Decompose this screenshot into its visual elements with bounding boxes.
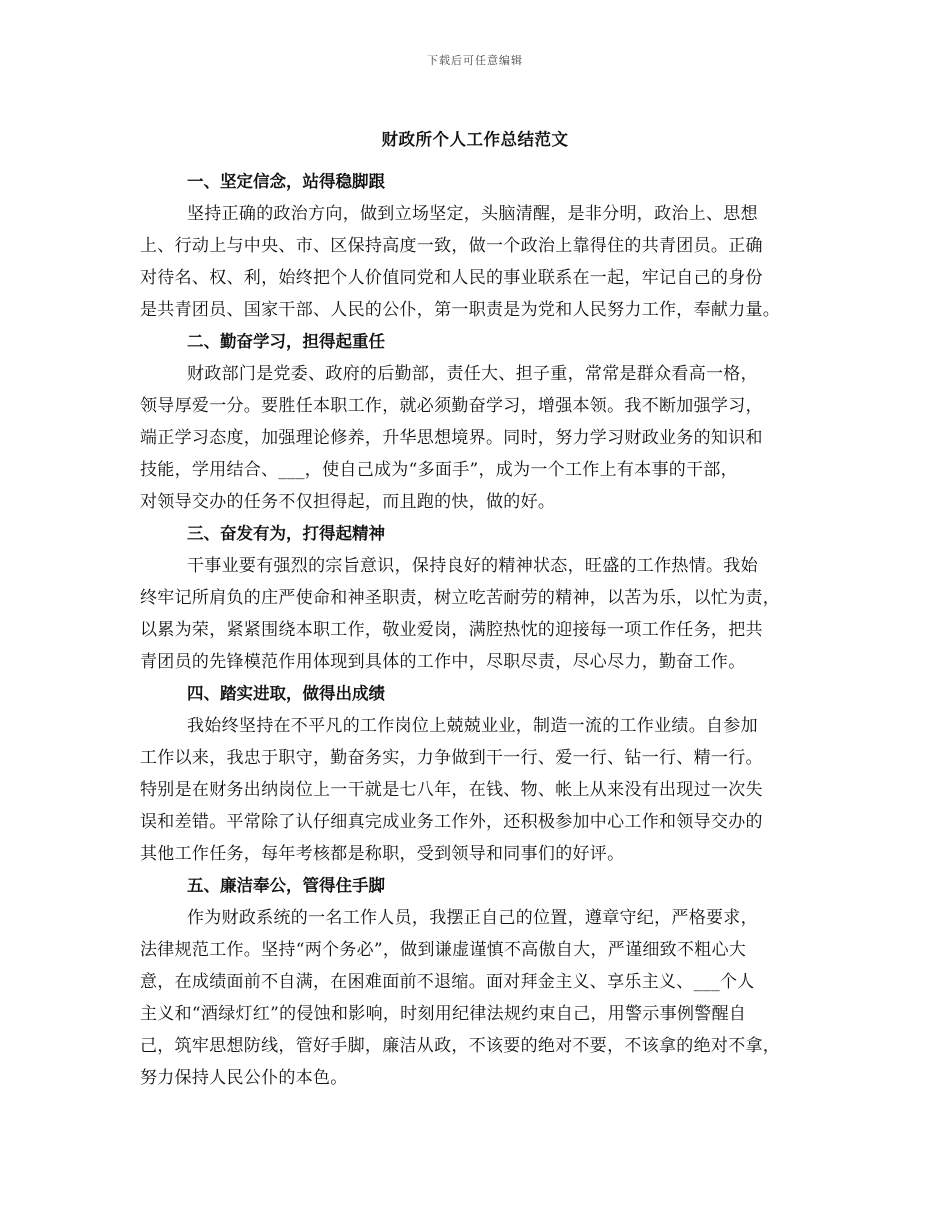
section-heading: 一、坚定信念，站得稳脚跟: [187, 172, 385, 191]
page-header: 下载后可任意编辑: [427, 54, 523, 67]
section-5: [140, 870, 825, 1094]
section-2: [140, 326, 825, 518]
text-line: 法律规范工作。坚持“两个务必”，做到谦虚谨慎不高傲自大，严谨细致不粗心大: [140, 940, 747, 960]
text-line: 对领导交办的任务不仅担得起，而且跑的快，做的好。: [140, 492, 556, 512]
paragraph: [140, 710, 825, 870]
paragraph: [140, 902, 825, 1094]
text-line: 意，在成绩面前不自满，在困难面前不退缩。面对拜金主义、享乐主义、___个人: [140, 972, 755, 992]
paragraph: [140, 198, 825, 326]
section-heading: 五、廉洁奉公，管得住手脚: [187, 876, 385, 895]
text-line: 技能，学用结合、___，使自己成为“多面手”，成为一个工作上有本事的干部，: [140, 460, 738, 480]
document-title: 财政所个人工作总结范文: [381, 130, 569, 149]
text-line: 终牢记所肩负的庄严使命和神圣职责，树立吃苦耐劳的精神，以苦为乐，以忙为责，: [140, 588, 781, 608]
text-line: 以累为荣，紧紧围绕本职工作，敬业爱岗，满腔热忱的迎接每一项工作任务，把共: [140, 620, 763, 640]
text-line: 财政部门是党委、政府的后勤部，责任大、担子重，常常是群众看高一格，: [187, 364, 758, 384]
text-line: 上、行动上与中央、市、区保持高度一致，做一个政治上靠得住的共青团员。正确: [140, 236, 763, 256]
text-line: 干事业要有强烈的宗旨意识，保持良好的精神状态，旺盛的工作热情。我始: [187, 556, 758, 576]
section-1: [140, 166, 825, 326]
text-line: 对待名、权、利，始终把个人价值同党和人民的事业联系在一起，牢记自己的身份: [140, 268, 763, 288]
text-line: 努力保持人民公仆的本色。: [140, 1068, 348, 1088]
section-heading: 四、踏实进取，做得出成绩: [187, 684, 385, 703]
text-line: 误和差错。平常除了认仔细真完成业务工作外，还积极参加中心工作和领导交办的: [140, 812, 763, 832]
text-line: 特别是在财务出纳岗位上一干就是七八年，在钱、物、帐上从来没有出现过一次失: [140, 780, 763, 800]
section-heading: 三、奋发有为，打得起精神: [187, 524, 385, 543]
document-body: [140, 166, 825, 1094]
text-line: 工作以来，我忠于职守，勤奋务实，力争做到干一行、爱一行、钻一行、精一行。: [140, 748, 763, 768]
section-heading: 二、勤奋学习，担得起重任: [187, 332, 385, 351]
text-line: 作为财政系统的一名工作人员，我摆正自己的位置，遵章守纪，严格要求，: [187, 908, 758, 928]
text-line: 己，筑牢思想防线，管好手脚，廉洁从政，不该要的绝对不要，不该拿的绝对不拿，: [140, 1036, 781, 1056]
text-line: 端正学习态度，加强理论修养，升华思想境界。同时，努力学习财政业务的知识和: [140, 428, 763, 448]
text-line: 主义和“酒绿灯红”的侵蚀和影响，时刻用纪律法规约束自己，用警示事例警醒自: [140, 1004, 747, 1024]
text-line: 我始终坚持在不平凡的工作岗位上兢兢业业，制造一流的工作业绩。自参加: [187, 716, 758, 736]
paragraph: [140, 358, 825, 518]
text-line: 坚持正确的政治方向，做到立场坚定，头脑清醒，是非分明，政治上、思想: [187, 204, 758, 224]
text-line: 其他工作任务，每年考核都是称职，受到领导和同事们的好评。: [140, 844, 625, 864]
text-line: 青团员的先锋模范作用体现到具体的工作中，尽职尽责，尽心尽力，勤奋工作。: [140, 652, 746, 672]
section-3: [140, 518, 825, 678]
text-line: 是共青团员、国家干部、人民的公仆，第一职责是为党和人民努力工作，奉献力量。: [140, 300, 781, 320]
text-line: 领导厚爱一分。要胜任本职工作，就必须勤奋学习，增强本领。我不断加强学习，: [140, 396, 763, 416]
section-4: [140, 678, 825, 870]
paragraph: [140, 550, 825, 678]
